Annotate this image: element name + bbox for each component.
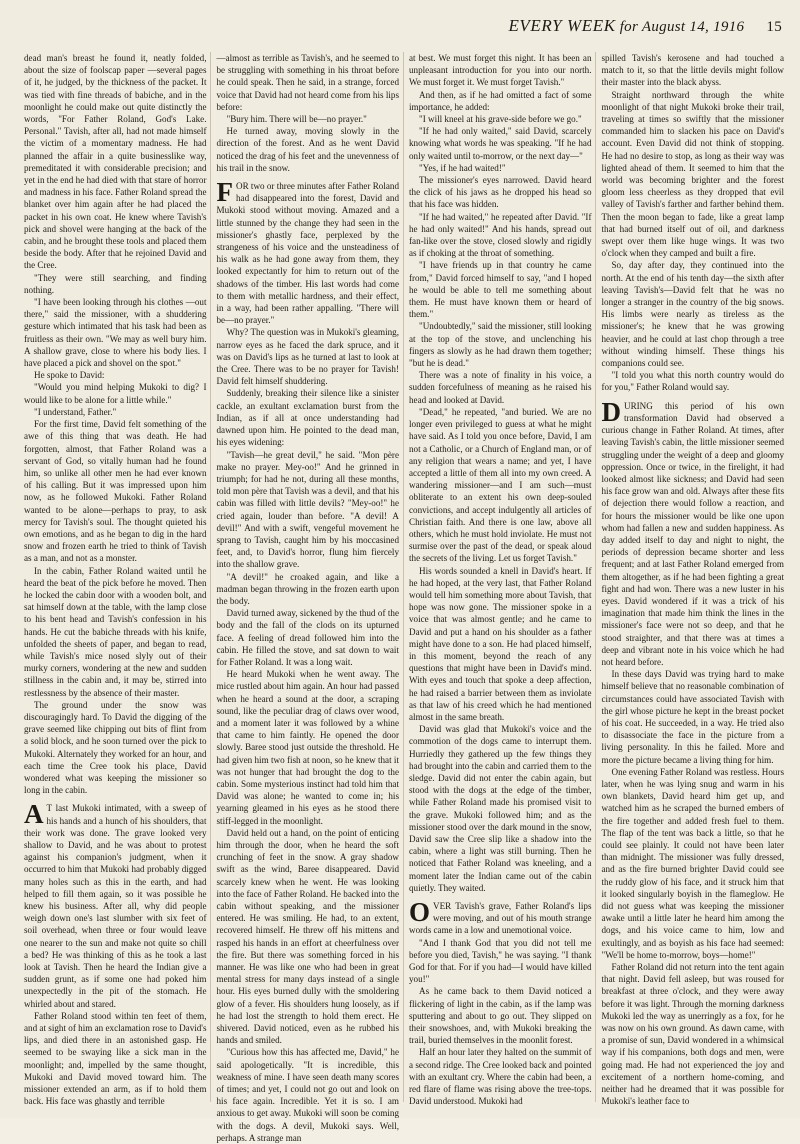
paragraph: His words sounded a knell in David's heart. If he had hoped, at the very last, that Father Roland would tell him something more about Tavish, that hope was now gone. The missioner spoke in a voice that was almost gentle; and he came to David and put a hand on his shoulder as a father might have done to a son. He had placed himself, in this moment, beyond the reach of any questions that might have been in David's mind. With eyes and touch that spoke a deep affection, he had raised a barrier between them as inviolate as that law of his creed which he had mentioned almost in the same breath. [409,565,592,722]
page-header [0,12,800,44]
paragraph: Father Roland did not return into the tent again that night. David fell asleep, but was roused for breakfast at three o'clock, and they were away before it was light. Through the morning darkness Mukoki led the way as unerringly as a fox, for he was now on his own ground. As dawn came, with a promise of sun, David wondered in a whimsical way if his companions, both dogs and men, were going mad. He had not experienced the joy and excitement of a northern home-coming, and neither had he dreamed that it was possible for Mukoki's leather face to [601,962,784,1107]
paragraph: So, day after day, they continued into the north. At the end of his tenth day—the sixth after leaving Tavish's—David felt that he was no longer a stranger in the country of the big snows. His limbs were nearly as tireless as the missioner's; he knew that he was growing heavier, and he could at last chop through a tree without winding himself. These things his companions could see. [601,260,784,369]
paragraph: A T last Mukoki intimated, with a sweep of his hands and a hunch of his shoulders, that their work was done. The grave looked very shallow to David, and he was about to protest against his companion's judgment, when it occurred to him that Mukoki had probably digged many holes such as this in the earth, and had helped to fill them again, so it was possible he knew his business. After all, why did people weigh down one's last slumber with six feet of soil overhead, when three or four would leave one nearer to the sun and make not quite so chill a bed? He was thinking of this as he took a last look at Tavish. Then he heard the Indian give a sudden grunt, as if some one had poked him unexpectedly in the pit of the stomach. He whirled about and stared. [24,799,207,1009]
drop-cap: D [601,396,621,427]
paragraph: In the cabin, Father Roland waited until he heard the beat of the pick before he moved. Then he locked the cabin door with a wooden bolt, and sat himself down at the table, with the lamp close to his bent head and Tavish's confession in his hands. He cut the babiche threads with his knife, unfolded the sheets of paper, and began to read, while Tavish's mice nosed slyly out of their murky corners, wondering at the new and sudden stillness in the cabin and, it may be, stirred into restlessness by the absence of their master. [24,565,207,698]
paragraph: In these days David was trying hard to make himself believe that no reasonable combination of circumstances could have associated Tavish with the girl whose picture he kept in the breast pocket of his coat. He succeeded, in a way. He tried also to disassociate the face in the picture from a living personality. In this he failed. More and more the picture became a living thing for him. [601,669,784,765]
paragraph: "Undoubtedly," said the missioner, still looking at the top of the stove, and unclenching his fingers as slowly as he had drawn them together; "but he is dead." [409,321,592,369]
paragraph: "Bury him. There will be—no prayer." [226,114,367,125]
paragraph: DURING this period of his own transformation David had observed a curious change in Father Roland. At times, after leaving Tavish's cabin, the little missioner seemed struggling under the weight of a deep and gloomy oppression. Once or twice, in the firelight, it had looked almost like sickness; and David had seen his face grow wan and old. Always after these fits of dejection there would follow a reaction, and for hours the missioner would be like one upon whom had fallen a new and sudden happiness. As day added itself to day and night to night, the periods of depression became shorter and less frequent; and at last Father Roland emerged from them altogether, as if he had been fighting a great fight and had won. There was a new luster in his eyes. David wondered if it was a trick of his imagination that made him think the lines in the missioner's face were not so deep, and that he stood straighter, and that there was at times a deep and vibrant note in his voice which he had not heard before. [601,396,784,667]
paragraph: He heard Mukoki when he went away. The mice rustled about him again. An hour had passed when he heard a sound at the door, a scraping sound, like the peculiar drag of claws over wood, and a moment later it was followed by a whine that came to him faintly. He opened the door slowly. Baree stood just outside the threshold. He had given him two fish at noon, so he knew that it was not hunger that had brought the dog to the cabin. Some mysterious instinct had told him that David was alone; he wanted to come in; his yearning gleamed in his eyes as he stood there stiff-legged in the moonlight. [216,669,399,826]
paragraph: Suddenly, breaking their silence like a sinister cackle, an exultant exclamation burst from the Indian, as if all at once understanding had dawned upon him. He pointed to the dead man, his eyes widening: [216,388,399,448]
paragraph: "Yes, if he had waited!" [419,162,506,173]
paragraph: OVER Tavish's grave, Father Roland's lips were moving, and out of his mouth strange words came in a low and unemotional voice. [409,897,592,936]
text-column-2 [216,52,400,1143]
paragraph: FOR two or three minutes after Father Roland had disappeared into the forest, David and Mukoki stood without moving. Amazed and a little stunned by the change they had seen in the missioner's ghastly face, perplexed by the strangeness of his voice and the unsteadiness of his walk as he had gone away from them, they looked expectantly for him to return out of the shadows of the timber. His last words had come to them with metallic hardness, and their effect, in a way, had been rather appalling. "There will be—no prayer." [216,177,399,326]
paragraph: "Tavish—he great devil," he said. "Mon père make no prayer. Mey-oo!" And he grinned in triumph; for had he not, during all these months, told mon père that Tavish was a devil, and that his cabin was filled with little devils? "Mey-oo!" he cried again, louder than before. "A devil! A devil!" And with a swift, vengeful movement he sprang to Tavish, caught him by his moccasined feet, and, to David's horror, flung him fiercely into the shallow grave. [216,449,399,570]
paragraph: spilled Tavish's kerosene and had touched a match to it, so that the little devils might follow their master into the black abyss. [601,53,784,88]
drop-cap: O [409,897,431,928]
drop-cap: F [216,177,233,208]
paragraph: "Dead," he repeated, "and buried. We are no longer even privileged to guess at what he might have said. As I told you once before, David, I am not a Catholic, or a Church of England man, or of any religion that wears a name; and yet, I have accepted a little of them all into my own creed. A wandering missioner—and I am such—must obliterate to an extent his own deep-souled convictions, and accept indulgently all articles of Christian faith. And there is one law, above all others, which he must hold inviolate. He must not surmise over the past of the dead, or speak aloud the secrets of the living. Let us forget Tavish." [409,406,592,564]
paragraph: "I told you what this north country would do for you," Father Roland would say. [601,370,784,393]
text-column-4 [602,52,785,1110]
paragraph: The missioner's eyes narrowed. David heard the click of his jaws as he dropped his head so that his face was hidden. [409,175,592,210]
article-columns [24,52,784,1143]
issue-date: for August 14, 1916 [619,19,745,35]
text-column-1 [24,52,207,1110]
paragraph: He turned away, moving slowly in the direction of the forest. And as he went David noticed the drag of his feet and the unevenness of his trail in the snow. [216,126,399,173]
page-number: 15 [766,19,782,35]
paragraph: "Curious how this has affected me, David," he said apologetically. "It is incredible, this weakness of mine. I have seen death many scores of times; and yet, I could not go out and look on his face again. Incredible. Yet it is so. I am anxious to get away. Mukoki will soon be coming with the dogs. A devil, Mukoki says. Well, perhaps. A strange man [216,1047,399,1143]
drop-cap: A [24,799,44,830]
paragraph: "I have friends up in that country he came from," David forced himself to say, "and I hoped he would be able to tell me something about them. He must have known them or heard of them." [409,260,592,320]
paragraph: dead man's breast he found it, neatly folded, about the size of foolscap paper —several pages of it, he judged, by the thickness of the packet. It was tied with fine threads of babiche, and in the moonlight he could make out quite distinctly the words, "For Father Roland, God's Lake. Personal." Tavish, after all, had not made himself the victim of a momentary madness. He had planned the affair in a quite businesslike way, premeditated it with considerable precision; and yet in the end he had died with that stare of horror and madness in his face. Father Roland spread the blanket over him again after he had placed the packet in his own coat. He knew where Tavish's pick and shovel were hanging at the back of the cabin, and he brought these tools and placed them beside the body. After that he rejoined David and the Cree. [24,53,207,271]
paragraph: "I will kneel at his grave-side before we go." [419,114,582,125]
paragraph: "If he had only waited," said David, scarcely knowing what words he was speaking. "If he had only waited until to-morrow, or the next day—" [409,126,592,161]
paragraph: As he came back to them David noticed a flickering of light in the cabin, as if the lamp was sputtering and about to go out. They slipped on their snowshoes, and, with Mukoki breaking the trail, buried themselves in the moonlit forest. [409,986,592,1046]
paragraph: Why? The question was in Mukoki's gleaming, narrow eyes as he faced the dark spruce, and it was on David's lips as he turned at last to look at the Cree. There was to be no prayer for Tavish! David felt himself shuddering. [216,327,399,387]
text-column-3 [409,52,592,1110]
magazine-name: EVERY WEEK [508,16,616,35]
paragraph: For the first time, David felt something of the awe of this thing that was death. He had forgotten, almost, that Father Roland was a servant of God, so vitally human had he found him, so unlike all other men he had ever known of his calling. But it was impressed upon him now, as he followed Mukoki. Father Roland wanted to be alone—perhaps to pray, to ask mercy for Tavish's soul. The thought quieted his own emotions, and as he began to dig in the hard snow and frozen earth he tried to think of Tavish as a man, and not as a monster. [24,419,207,564]
paragraph: The ground under the snow was discouragingly hard. To David the digging of the grave seemed like chipping out bits of flint from a solid block, and he soon turned over the pick to Mukoki. Alternately they worked for an hour, and each time the Cree took his place, David wondered what was keeping the missioner so long in the cabin. [24,699,207,796]
paragraph: Straight northward through the white moonlight of that night Mukoki broke their trail, traveling at times so swiftly that the missioner commanded him to slacken his pace on David's account. Even David did not think of stopping. He had no desire to stop, as long as their way was lighted ahead of them. It seemed to him that the world was becoming brighter and the forest gloom less cheerless as they dropped that evil valley of Tavish's farther and farther behind them. Then the moon began to fade, like a great lamp that had burned itself out of oil, and darkness swept over them like huge wings. It was two o'clock when they camped and built a fire. [601,89,784,259]
paragraph: Father Roland stood within ten feet of them, and at sight of him an exclamation rose to David's lips, and died there in an astonished gasp. He seemed to be swaying like a sick man in the moonlight; and, impelled by the same thought, Mukoki and David moved toward him. The missioner extended an arm, as if to hold them back. His face was ghastly and terrible [24,1010,207,1107]
paragraph: He spoke to David: [34,370,105,381]
paragraph: "And I thank God that you did not tell me before you died, Tavish," he was saying. "I thank God for that. For if you had—I would have killed you!" [409,937,592,985]
paragraph: There was a note of finality in his voice, a sudden forcefulness of meaning as he raised his head and looked at David. [409,370,592,405]
paragraph: David was glad that Mukoki's voice and the commotion of the dogs came to interrupt them. Hurriedly they gathered up the few things they had brought into the cabin and carried them to the sledge. David did not enter the cabin again, but stood with the dogs at the edge of the timber, while Father Roland made his promised visit to the grave. Mukoki followed him; and as the missioner stood over the dark mound in the snow, David saw the Cree slip like a shadow into the cabin, where a light was still burning. Then he noticed that Father Roland was kneeling, and a moment later the Indian came out of the cabin quietly. They waited. [409,724,592,893]
paragraph: One evening Father Roland was restless. Hours later, when he was lying snug and warm in his own blankets, David heard him get up, and watched him as he scraped the burned embers of the fire together and added fresh fuel to them. The flap of the tent was back a little, so that he could see plainly. It could not have been later than midnight. The missioner was fully dressed, and as the fire burned brighter David could see the ruddy glow of his face, and it struck him that it looked singularly boyish in the flameglow. He did not guess what was keeping the missioner awake until a little later he heard him among the dogs, and his voice came to him, low and exultingly, and as boyish as his face had seemed: "We'll be home to-morrow, boys—home!" [601,766,784,960]
paragraph: —almost as terrible as Tavish's, and he seemed to be struggling with something in his throat before he could speak. Then he said, in a strange, forced voice that David had not heard come from his lips before: [216,53,399,112]
paragraph: "Would you mind helping Mukoki to dig? I would like to be alone for a little while." [24,382,207,405]
running-head [508,16,782,36]
paragraph: "They were still searching, and finding nothing. [24,272,207,295]
paragraph: "I understand, Father." [34,406,117,417]
paragraph: "I have been looking through his clothes —out there," said the missioner, with a shuddering gesture which intimated that his task had been as fruitless as their own. "We may as well bury him. A shallow grave, close to where his body lies. I have placed a pick and shovel on the spot." [24,297,207,369]
paragraph: David held out a hand, on the point of enticing him through the door, when he heard the soft crunching of feet in the snow. A gray shadow swift as the wind, Baree disappeared. David scarcely knew when he went. He was looking into the face of Father Roland. He backed into the cabin without speaking, and the missioner entered. He was smiling. He had, to an extent, recovered himself. He threw off his mittens and rasped his hands in an effort at cheerfulness over the fire. But there was something forced in his manner. He was like one who had been in great mental stress for many days instead of a single hour. His eyes burned dully with the smoldering glow of a fever. His shoulders hung loosely, as if he had lost the strength to hold them erect. He shivered. David noticed, even as he rubbed his hands and smiled. [216,827,399,1046]
paragraph: Half an hour later they halted on the summit of a second ridge. The Cree looked back and pointed with an exultant cry. Where the cabin had been, a red flare of flame was rising above the tree-tops. David understood. Mukoki had [409,1047,592,1107]
paragraph: David turned away, sickened by the thud of the body and the fall of the clods on its upturned face. A feeling of dread followed him into the cabin. He filled the stove, and sat down to wait for Father Roland. It was a long wait. [216,608,399,667]
paragraph: at best. We must forget this night. It has been an unpleasant introduction for you into our north. We must forget it. We must forget Tavish." [409,53,592,88]
paragraph: "A devil!" he croaked again, and like a madman began throwing in the frozen earth upon the body. [216,571,399,606]
paragraph: "If he had waited," he repeated after David. "If he had only waited!" And his hands, spread out fan-like over the stove, closed slowly and rigidly as if choking at the throat of something. [409,211,592,259]
paragraph: And then, as if he had omitted a fact of some importance, he added: [409,89,592,112]
